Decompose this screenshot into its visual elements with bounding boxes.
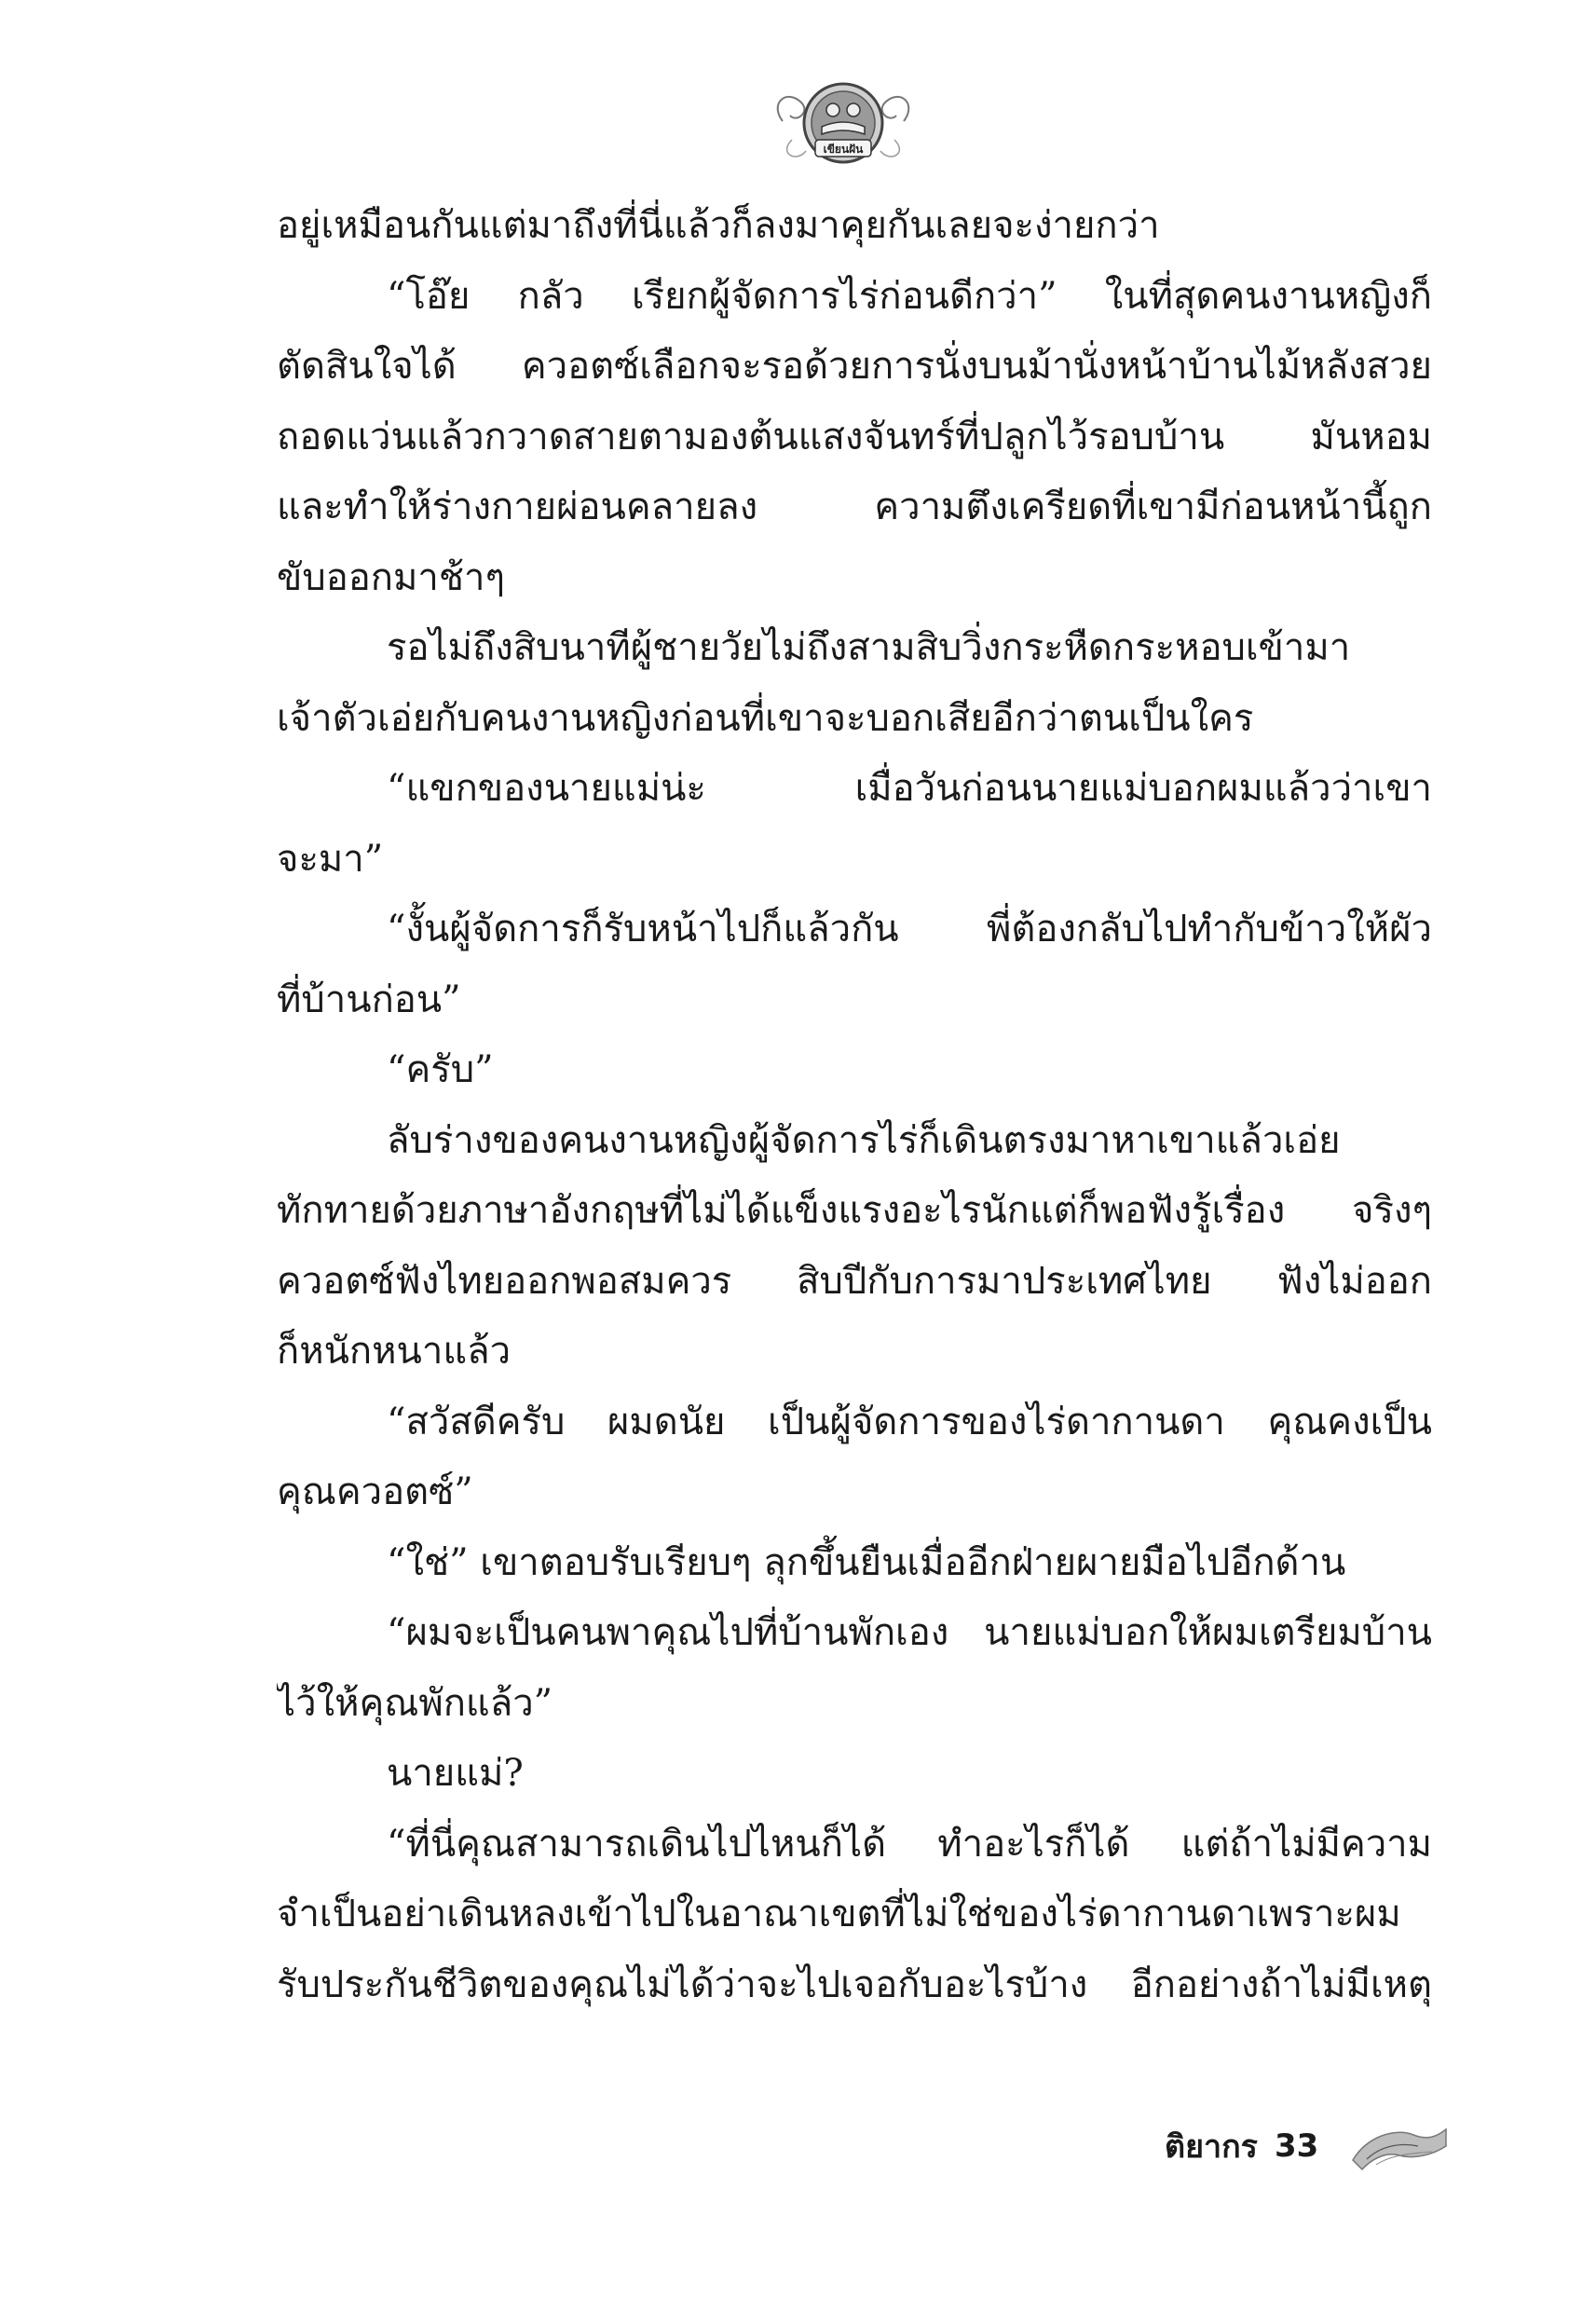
text-line: “ครับ” [387,1048,494,1091]
text-line: ทักทายด้วยภาษาอังกฤษที่ไม่ได้แข็งแรงอะไรนักแต่ก็พอฟังรู้เรื่อง จริงๆ [277,1189,1432,1232]
page-footer [1165,2113,1451,2179]
corner-ornament-icon [1348,2118,1451,2174]
text-line: ตัดสินใจได้ ควอตซ์เลือกจะรอด้วยการนั่งบนม้านั่งหน้าบ้านไม้หลังสวย [277,345,1432,388]
text-line: จะมา” [277,837,384,881]
text-line: และทำให้ร่างกายผ่อนคลายลง ความตึงเครียดที่เขามีก่อนหน้านี้ถูก [277,485,1432,528]
text-line: “ผมจะเป็นคนพาคุณไปที่บ้านพักเอง นายแม่บอกให้ผมเตรียมบ้าน [387,1611,1432,1654]
text-line: ขับออกมาช้าๆ [277,555,505,599]
text-line: ไว้ให้คุณพักแล้ว” [277,1681,553,1725]
text-line: รอไม่ถึงสิบนาทีผู้ชายวัยไม่ถึงสามสิบวิ่งกระหืดกระหอบเข้ามา [387,626,1351,669]
header-emblem-logo [764,65,922,177]
text-line: เจ้าตัวเอ่ยกับคนงานหญิงก่อนที่เขาจะบอกเสียอีกว่าตนเป็นใคร [277,696,1254,740]
text-line: รับประกันชีวิตของคุณไม่ได้ว่าจะไปเจอกับอะไรบ้าง อีกอย่างถ้าไม่มีเหตุ [277,1962,1432,2006]
text-line: ควอตซ์ฟังไทยออกพอสมควร สิบปีกับการมาประเทศไทย ฟังไม่ออก [277,1259,1432,1303]
text-line: “แขกของนายแม่น่ะ เมื่อวันก่อนนายแม่บอกผมแล้วว่าเขา [387,767,1432,810]
book-title: ติยากร [1165,2128,1258,2166]
text-line: ลับร่างของคนงานหญิงผู้จัดการไร่ก็เดินตรงมาหาเขาแล้วเอ่ย [387,1118,1341,1162]
text-line: “โอ๊ย กลัว เรียกผู้จัดการไร่ก่อนดีกว่า” ในที่สุดคนงานหญิงก็ [387,274,1432,318]
text-line: คุณควอตซ์” [277,1470,473,1513]
page-number: 33 [1274,2127,1319,2165]
text-line: นายแม่? [387,1752,524,1795]
text-line: “ใช่” เขาตอบรับเรียบๆ ลุกขึ้นยืนเมื่ออีกฝ่ายผายมือไปอีกด้าน [387,1540,1346,1584]
text-line: อยู่เหมือนกันแต่มาถึงที่นี่แล้วก็ลงมาคุยกันเลยจะง่ายกว่า [277,204,1160,247]
text-line: ที่บ้านก่อน” [277,978,461,1021]
text-line: “สวัสดีครับ ผมดนัย เป็นผู้จัดการของไร่ดากานดา คุณคงเป็น [387,1400,1432,1443]
text-line: “ที่นี่คุณสามารถเดินไปไหนก็ได้ ทำอะไรก็ได้ แต่ถ้าไม่มีความ [387,1822,1432,1866]
body-text [277,191,1432,2020]
emblem-text: เขียนฝัน [823,143,864,156]
text-line: ถอดแว่นแล้วกวาดสายตามองต้นแสงจันทร์ที่ปลูกไว้รอบบ้าน มันหอม [277,415,1432,458]
text-line: จำเป็นอย่าเดินหลงเข้าไปในอาณาเขตที่ไม่ใช่ของไร่ดากานดาเพราะผม [277,1893,1401,1935]
text-line: “งั้นผู้จัดการก็รับหน้าไปก็แล้วกัน พี่ต้องกลับไปทำกับข้าวให้ผัว [387,908,1432,950]
text-line: ก็หนักหนาแล้ว [277,1330,512,1373]
